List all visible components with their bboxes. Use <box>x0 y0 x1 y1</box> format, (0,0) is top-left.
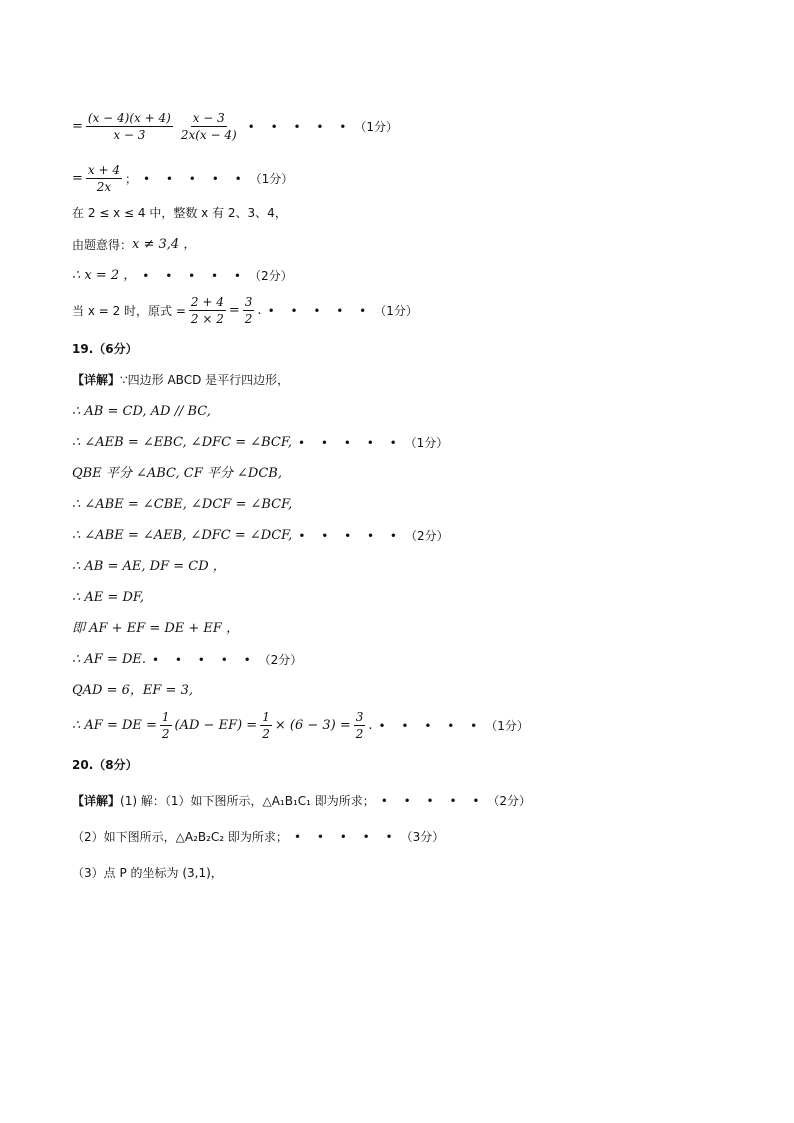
score-label: （1分） <box>374 303 418 318</box>
question-title: 20.（8分） <box>72 758 138 772</box>
score-dots: • • • • • <box>142 268 247 283</box>
fraction-1 <box>160 711 172 740</box>
line-8 <box>72 405 211 418</box>
fraction-numerator: 2 + 4 <box>190 295 224 309</box>
fraction-2 <box>243 296 255 325</box>
score-label: （2分） <box>248 268 293 283</box>
text: 在 2 ≤ x ≤ 4 中，整数 x 有 2、3、4， <box>72 206 287 220</box>
text: ∵四边形 ABCD 是平行四边形， <box>120 373 290 387</box>
math-expression: 即 AF + EF = DE + EF ， <box>72 621 240 636</box>
math-expression: ∴ AB = AE, DF = CD ， <box>72 559 226 574</box>
math-expression: ∴ AF = DE = <box>72 718 157 733</box>
fraction-denominator: 2 × 2 <box>190 312 224 326</box>
line-20 <box>72 831 444 843</box>
fraction-3 <box>354 711 366 740</box>
score-label: （1分） <box>485 718 529 733</box>
fraction-denominator: 2 <box>355 727 364 741</box>
math-expression: ∴ x = 2 ， <box>72 268 137 283</box>
math-expression: (AD − EF) = <box>174 718 258 733</box>
period: . <box>368 718 373 733</box>
line-19 <box>72 795 531 807</box>
math-expression: ∴ ∠ABE = ∠AEB, ∠DFC = ∠DCF, <box>72 528 293 543</box>
question-19-heading <box>72 343 138 355</box>
line-6 <box>72 296 418 325</box>
fraction-1 <box>86 112 173 141</box>
score-label: （2分） <box>487 794 532 808</box>
fraction-numerator: 1 <box>161 710 170 724</box>
fraction-denominator: 2 <box>161 727 170 741</box>
label: 由题意得： <box>72 237 133 252</box>
line-12 <box>72 529 449 542</box>
score-label: （3分） <box>400 830 445 844</box>
fraction-denominator: 2 <box>262 727 270 741</box>
fraction-numerator: (x − 4)(x + 4) <box>87 111 171 125</box>
math-expression: ∴ ∠AEB = ∠EBC, ∠DFC = ∠BCF, <box>72 435 293 450</box>
line-1 <box>72 112 398 141</box>
score-dots: • • • • • <box>378 718 484 733</box>
question-20-heading <box>72 759 138 771</box>
line-16 <box>72 653 302 666</box>
fraction-denominator: x − 3 <box>113 128 146 142</box>
period: . <box>257 303 262 318</box>
score-dots: • • • • • <box>298 528 403 543</box>
fraction-numerator: 3 <box>355 710 364 724</box>
text: 当 x = 2 时，原式 = <box>72 303 186 318</box>
line-9 <box>72 436 448 449</box>
score-label: （2分） <box>258 652 303 667</box>
equals-sign: = <box>72 119 83 134</box>
line-7 <box>72 374 289 386</box>
math-expression: x ≠ 3,4 ， <box>132 237 197 252</box>
fraction-2 <box>179 112 239 141</box>
math-expression: QAD = 6，EF = 3, <box>72 683 193 698</box>
text: (1) 解：（1）如下图所示，△A₁B₁C₁ 即为所求； <box>120 794 375 808</box>
line-10 <box>72 467 282 480</box>
fraction-denominator: 2x(x − 4) <box>180 128 237 142</box>
line-13 <box>72 560 226 573</box>
fraction-denominator: 2 <box>244 312 253 326</box>
score-dots: • • • • • <box>143 171 248 186</box>
score-dots: • • • • • <box>247 119 353 134</box>
score-label: （2分） <box>404 528 449 543</box>
line-11 <box>72 498 292 511</box>
line-21 <box>72 867 223 879</box>
fraction-numerator: x − 3 <box>192 111 225 125</box>
equals-sign: = <box>228 303 240 318</box>
score-label: （1分） <box>404 435 449 450</box>
line-15 <box>72 622 239 635</box>
fraction-numerator: x + 4 <box>87 163 120 177</box>
math-expression: QBE 平分 ∠ABC, CF 平分 ∠DCB, <box>72 466 282 481</box>
question-title: 19.（6分） <box>72 342 138 356</box>
line-5 <box>72 269 293 282</box>
text: （2）如下图所示，△A₂B₂C₂ 即为所求； <box>72 830 288 844</box>
line-3 <box>72 207 287 219</box>
score-label: （1分） <box>249 171 294 186</box>
line-17 <box>72 684 193 697</box>
math-expression: ∴ AB = CD, AD // BC, <box>72 404 211 419</box>
text: （3）点 P 的坐标为 (3,1)， <box>72 866 223 880</box>
separator: ； <box>125 171 138 186</box>
fraction-denominator: 2x <box>96 180 112 194</box>
score-dots: • • • • • <box>293 830 399 844</box>
line-4 <box>72 238 196 251</box>
fraction <box>86 164 122 193</box>
score-dots: • • • • • <box>152 652 257 667</box>
line-2 <box>72 164 293 193</box>
score-label: （1分） <box>354 119 398 134</box>
math-expression: ∴ AE = DF, <box>72 590 144 605</box>
fraction-numerator: 3 <box>244 295 253 309</box>
math-expression: × (6 − 3) = <box>274 718 351 733</box>
fraction-1 <box>189 296 226 325</box>
score-dots: • • • • • <box>380 794 486 808</box>
line-14 <box>72 591 144 604</box>
line-18 <box>72 711 529 740</box>
math-expression: ∴ ∠ABE = ∠CBE, ∠DCF = ∠BCF, <box>72 497 293 512</box>
math-expression: ∴ AF = DE. <box>72 652 147 667</box>
score-dots: • • • • • <box>267 303 373 318</box>
equals-sign: = <box>72 171 83 186</box>
fraction-numerator: 1 <box>262 710 270 724</box>
detail-tag: 【详解】 <box>72 373 121 387</box>
detail-tag: 【详解】 <box>72 794 121 808</box>
fraction-2 <box>260 711 272 740</box>
score-dots: • • • • • <box>298 435 403 450</box>
